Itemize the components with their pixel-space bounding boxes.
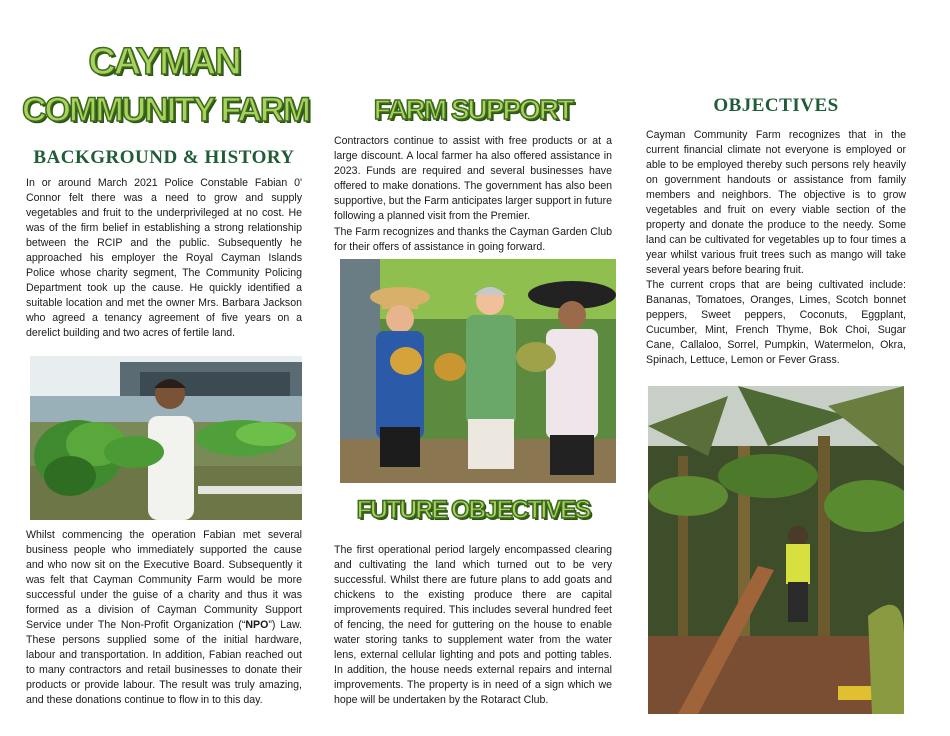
title-cayman: CAYMAN	[88, 41, 240, 83]
npo-bold: NPO	[245, 619, 269, 631]
photo-woman-with-greens	[30, 356, 302, 520]
photo-women-with-pumpkins	[340, 259, 616, 483]
future-objectives-paragraph: The first operational period largely encompassed clearing and cultivating the land which turned out to be very successful. Whilst there are future plans to add goats and chickens to the existing produce there are capital improvements required. This includes several hundred feet of fencing, the need for guttering on the house to enable water storing tanks to supplement water from the water lens, external cellular lighting and pots and potting tables. In addition, the house needs external repairs and internal improvements. The property is in need of a sign which we hope will be undertaken by the Rotaract Club.	[334, 544, 612, 706]
formation-paragraph	[26, 528, 302, 708]
future-objectives-heading: FUTURE OBJECTIVES	[356, 496, 590, 524]
photo-women-with-pumpkins-image	[340, 259, 616, 483]
photo-woman-with-greens-image	[30, 356, 302, 520]
background-history-heading: BACKGROUND & HISTORY	[33, 147, 295, 168]
farm-support-heading: FARM SUPPORT	[373, 94, 573, 125]
background-paragraph: In or around March 2021 Police Constable Fabian 0' Connor felt there was a need to grow and supply vegetables and fruit to the underprivileged at no cost. He was of the firm belief in establishing a strong relationship between the RCIP and the public. Subsequently he approached his employer the Royal Cayman Islands Police whose charity segment, The Community Policing Department took up the cause. He quickly identified a suitable location and met the owner Mrs. Barbara Jackson who agreed a tenancy agreement of five years on a derelict building and two acres of fertile land.	[26, 177, 302, 339]
photo-banana-plantation	[648, 386, 904, 714]
formation-text-b: ”) Law. These persons supplied some of the initial hardware, labour and transportation. In addition, Fabian reached out to many contractors and retail businesses to donate their products or provide labour. The result was truly amazing, and these donations continue to flow in to this day.	[26, 619, 302, 706]
title-community-farm: COMMUNITY FARM	[22, 91, 309, 129]
crops-paragraph: The current crops that are being cultivated include: Bananas, Tomatoes, Oranges, Limes, Scotch bonnet peppers, Sweet peppers, Coconuts, Eggplant, Cucumber, Mint, French Thyme, Bok Choi, Sugar Cane, Callaloo, Sorrel, Pumpkin, Watermelon, Okra, Spinach, Lettuce, Lemon or Fever Grass.	[646, 279, 906, 366]
photo-banana-plantation-image	[648, 386, 904, 714]
objectives-paragraph: Cayman Community Farm recognizes that in the current financial climate not everyone is employed or able to be employed thereby such persons rely heavily on government handouts or assistance from family members and neighbors. The objective is to grow vegetables and fruit on every viable section of the property and donate the produce to the needy. Some land can be cultivated for vegetables up to four times a year whilst various fruit trees such as mango will take several years before bearing fruit.	[646, 129, 906, 276]
formation-text-a: Whilst commencing the operation Fabian met several business people who immediately supported the cause and who now sit on the Executive Board. Subsequently it was felt that Cayman Community Farm would be more successful under the guise of a charity and thus it was formed as a division of Cayman Community Support Service under The Non-Profit Organization (“	[26, 529, 302, 631]
garden-club-paragraph: The Farm recognizes and thanks the Cayman Garden Club for their offers of assistance in going forward.	[334, 226, 612, 253]
objectives-heading: OBJECTIVES	[713, 95, 839, 116]
farm-support-paragraph: Contractors continue to assist with free products or at a large discount. A local farmer ha also offered assistance in 2023. Funds are required and several businesses have offered to make donations. The government has also been supportive, but the Farm anticipates larger support in future following a planned visit from the Premier.	[334, 135, 612, 222]
